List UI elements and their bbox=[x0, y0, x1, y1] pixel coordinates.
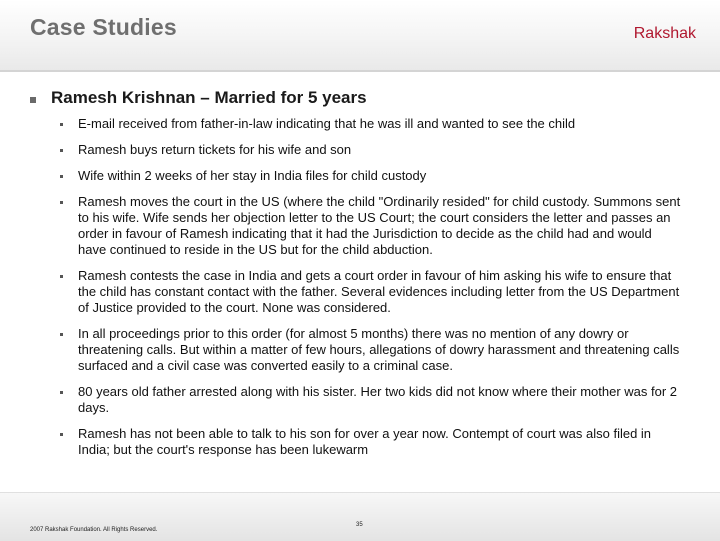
rakshak-logo: Rakshak bbox=[633, 25, 696, 42]
sub-point-list bbox=[20, 116, 700, 458]
list-item bbox=[20, 142, 700, 158]
bullet-icon bbox=[60, 275, 63, 278]
footer-band bbox=[0, 492, 720, 541]
sub-point-text: Ramesh buys return tickets for his wife and son bbox=[78, 142, 352, 157]
bullet-icon bbox=[60, 433, 63, 436]
sub-point-text: In all proceedings prior to this order (for almost 5 months) there was no mention of any dowry or threatening calls. But within a matter of few hours, allegations of dowry harassment and threatening calls surfaced and a civil case was converted easily to a criminal case. bbox=[78, 326, 680, 373]
sub-point-text: E-mail received from father-in-law indicating that he was ill and wanted to see the child bbox=[78, 116, 576, 131]
bullet-icon bbox=[60, 333, 63, 336]
bullet-icon bbox=[60, 123, 63, 126]
copyright-text: 2007 Rakshak Foundation. All Rights Reserved. bbox=[30, 527, 158, 533]
main-bullet-row bbox=[20, 88, 700, 108]
list-item bbox=[20, 194, 700, 258]
list-item bbox=[20, 426, 700, 458]
main-point-text: Ramesh Krishnan – Married for 5 years bbox=[51, 88, 367, 107]
list-item bbox=[20, 168, 700, 184]
bullet-icon bbox=[60, 175, 63, 178]
page-number: 35 bbox=[356, 522, 363, 528]
sub-point-text: Ramesh has not been able to talk to his son for over a year now. Contempt of court was also filed in India; but the court's response has been lukewarm bbox=[78, 426, 652, 457]
square-bullet-icon bbox=[30, 97, 36, 103]
bullet-icon bbox=[60, 149, 63, 152]
list-item bbox=[20, 384, 700, 416]
page-title: Case Studies bbox=[30, 14, 177, 40]
bullet-icon bbox=[60, 201, 63, 204]
list-item bbox=[20, 326, 700, 374]
bullet-icon bbox=[60, 391, 63, 394]
sub-point-text: 80 years old father arrested along with his sister. Her two kids did not know where their mother was for 2 days. bbox=[78, 384, 678, 415]
sub-point-text: Ramesh moves the court in the US (where the child "Ordinarily resided" for child custody. Summons sent to his wife. Wife sends her objection letter to the US Court; the court considers the letter and passes an order in favour of Ramesh indicating that it had the Jurisdiction to decide as the child had and would have continued to reside in the US but for the child abduction. bbox=[78, 194, 681, 257]
list-item bbox=[20, 268, 700, 316]
sub-point-text: Wife within 2 weeks of her stay in India files for child custody bbox=[78, 168, 427, 183]
slide-content bbox=[20, 80, 700, 468]
header-divider bbox=[0, 70, 720, 72]
sub-point-text: Ramesh contests the case in India and gets a court order in favour of him asking his wife to ensure that the child has constant contact with the father. Several evidences including letter from the US Department of Justice provided to the court. None was considered. bbox=[78, 268, 680, 315]
list-item bbox=[20, 116, 700, 132]
